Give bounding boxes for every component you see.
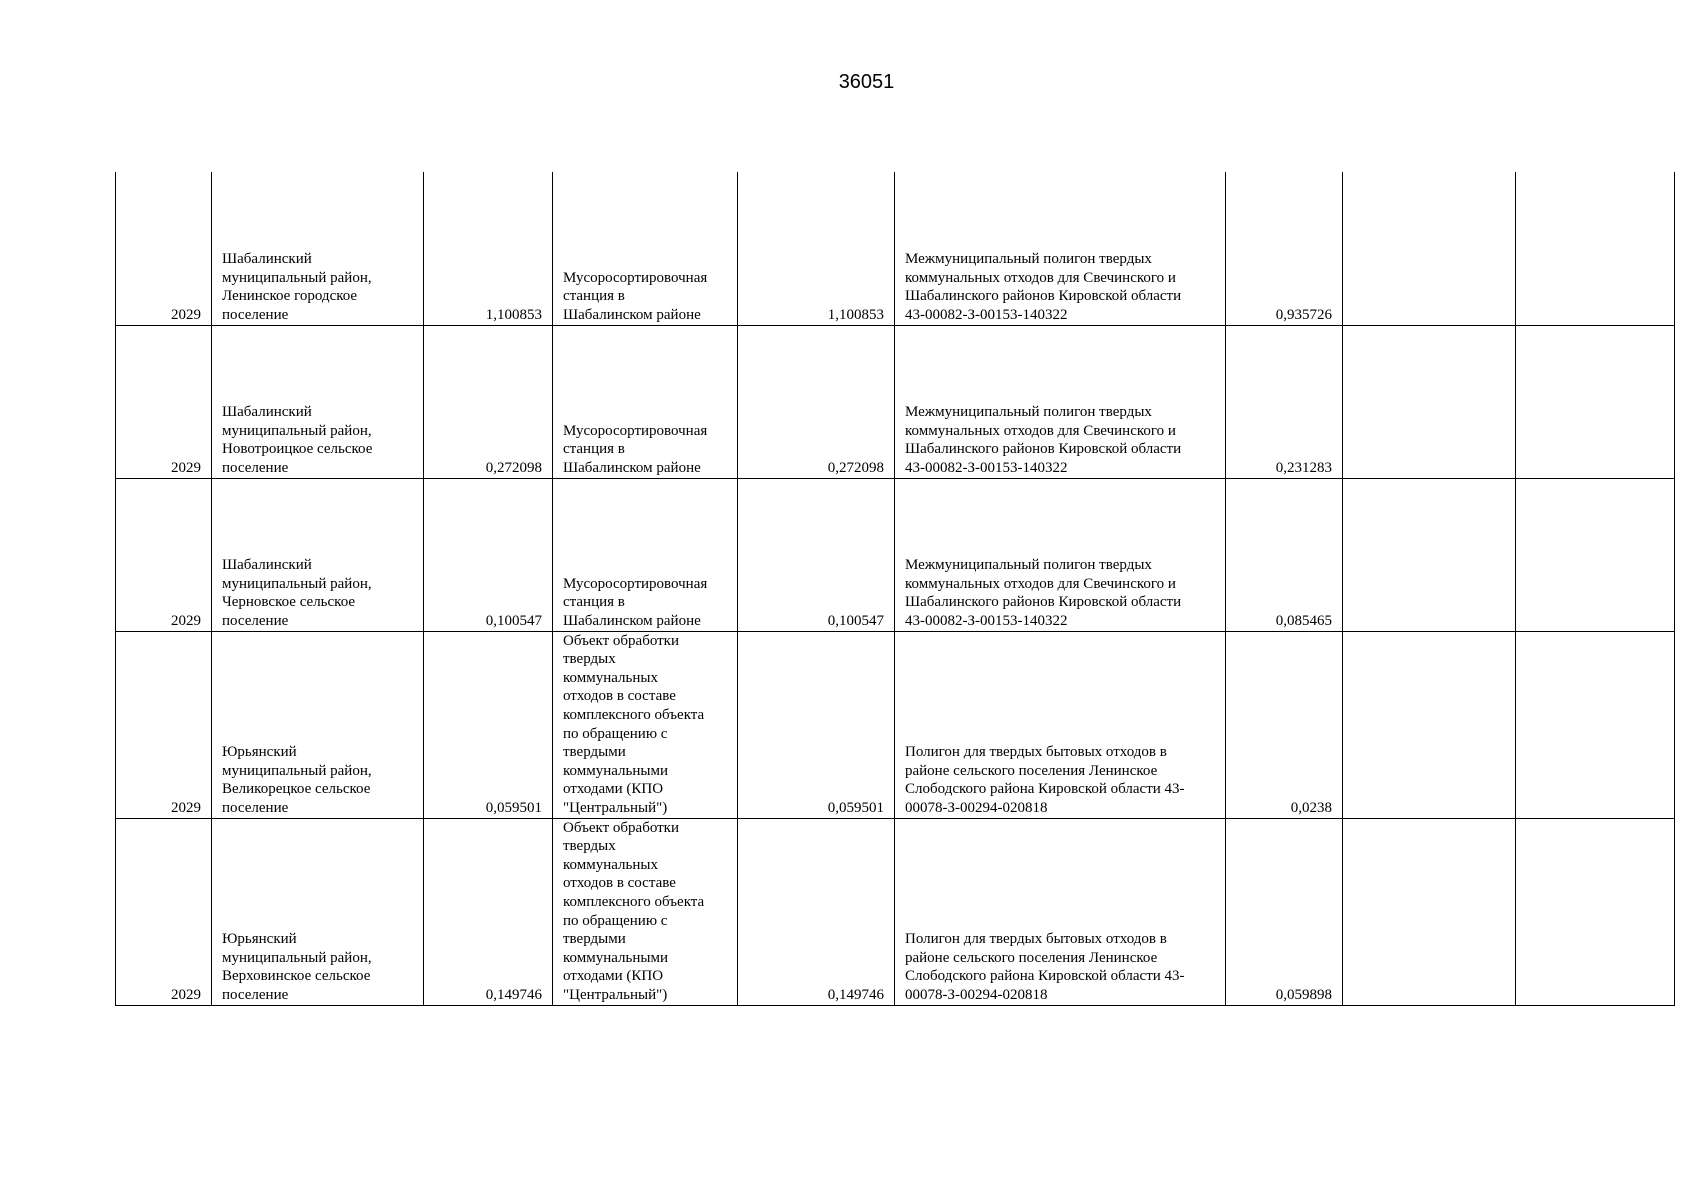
empty-cell <box>1516 325 1675 478</box>
waste-flow-table <box>115 172 1675 1006</box>
empty-cell <box>1516 172 1675 325</box>
table-row <box>116 325 1675 478</box>
municipality-cell: Шабалинский муниципальный район, Новотроицкое сельское поселение <box>212 325 424 478</box>
disposal-object-cell: Межмуниципальный полигон твердых коммунальных отходов для Свечинского и Шабалинского районов Кировской области 43-00082-З-00153-140322 <box>895 172 1226 325</box>
volume-cell: 0,059501 <box>738 631 895 818</box>
disposal-object-cell: Полигон для твердых бытовых отходов в районе сельского поселения Ленинское Слободского района Кировской области 43- 00078-З-00294-020818 <box>895 818 1226 1005</box>
municipality-cell: Юрьянский муниципальный район, Верховинское сельское поселение <box>212 818 424 1005</box>
processing-object-cell: Объект обработки твердых коммунальных отходов в составе комплексного объекта по обращению с твердыми коммунальными отходами (КПО "Центральный") <box>553 818 738 1005</box>
volume-cell: 0,100547 <box>424 478 553 631</box>
volume-cell: 0,149746 <box>738 818 895 1005</box>
empty-cell <box>1343 631 1516 818</box>
table-row <box>116 818 1675 1005</box>
table-row <box>116 631 1675 818</box>
municipality-cell: Шабалинский муниципальный район, Ленинское городское поселение <box>212 172 424 325</box>
empty-cell <box>1516 478 1675 631</box>
disposal-object-cell: Межмуниципальный полигон твердых коммунальных отходов для Свечинского и Шабалинского районов Кировской области 43-00082-З-00153-140322 <box>895 478 1226 631</box>
disposal-object-cell: Полигон для твердых бытовых отходов в районе сельского поселения Ленинское Слободского района Кировской области 43- 00078-З-00294-020818 <box>895 631 1226 818</box>
empty-cell <box>1343 818 1516 1005</box>
empty-cell <box>1343 172 1516 325</box>
year-cell: 2029 <box>116 631 212 818</box>
empty-cell <box>1516 818 1675 1005</box>
year-cell: 2029 <box>116 172 212 325</box>
year-cell: 2029 <box>116 478 212 631</box>
volume-cell: 1,100853 <box>424 172 553 325</box>
page-number: 36051 <box>838 71 895 93</box>
volume-cell: 0,272098 <box>424 325 553 478</box>
volume-cell: 0,085465 <box>1226 478 1343 631</box>
volume-cell: 0,059501 <box>424 631 553 818</box>
processing-object-cell: Мусоросортировочная станция в Шабалинском районе <box>553 172 738 325</box>
empty-cell <box>1516 631 1675 818</box>
volume-cell: 0,100547 <box>738 478 895 631</box>
volume-cell: 1,100853 <box>738 172 895 325</box>
volume-cell: 0,0238 <box>1226 631 1343 818</box>
volume-cell: 0,149746 <box>424 818 553 1005</box>
volume-cell: 0,231283 <box>1226 325 1343 478</box>
volume-cell: 0,935726 <box>1226 172 1343 325</box>
processing-object-cell: Мусоросортировочная станция в Шабалинском районе <box>553 478 738 631</box>
disposal-object-cell: Межмуниципальный полигон твердых коммунальных отходов для Свечинского и Шабалинского районов Кировской области 43-00082-З-00153-140322 <box>895 325 1226 478</box>
municipality-cell: Юрьянский муниципальный район, Великорецкое сельское поселение <box>212 631 424 818</box>
processing-object-cell: Мусоросортировочная станция в Шабалинском районе <box>553 325 738 478</box>
volume-cell: 0,272098 <box>738 325 895 478</box>
table-row <box>116 172 1675 325</box>
empty-cell <box>1343 478 1516 631</box>
empty-cell <box>1343 325 1516 478</box>
year-cell: 2029 <box>116 818 212 1005</box>
processing-object-cell: Объект обработки твердых коммунальных отходов в составе комплексного объекта по обращению с твердыми коммунальными отходами (КПО "Центральный") <box>553 631 738 818</box>
table-row <box>116 478 1675 631</box>
municipality-cell: Шабалинский муниципальный район, Черновское сельское поселение <box>212 478 424 631</box>
volume-cell: 0,059898 <box>1226 818 1343 1005</box>
year-cell: 2029 <box>116 325 212 478</box>
